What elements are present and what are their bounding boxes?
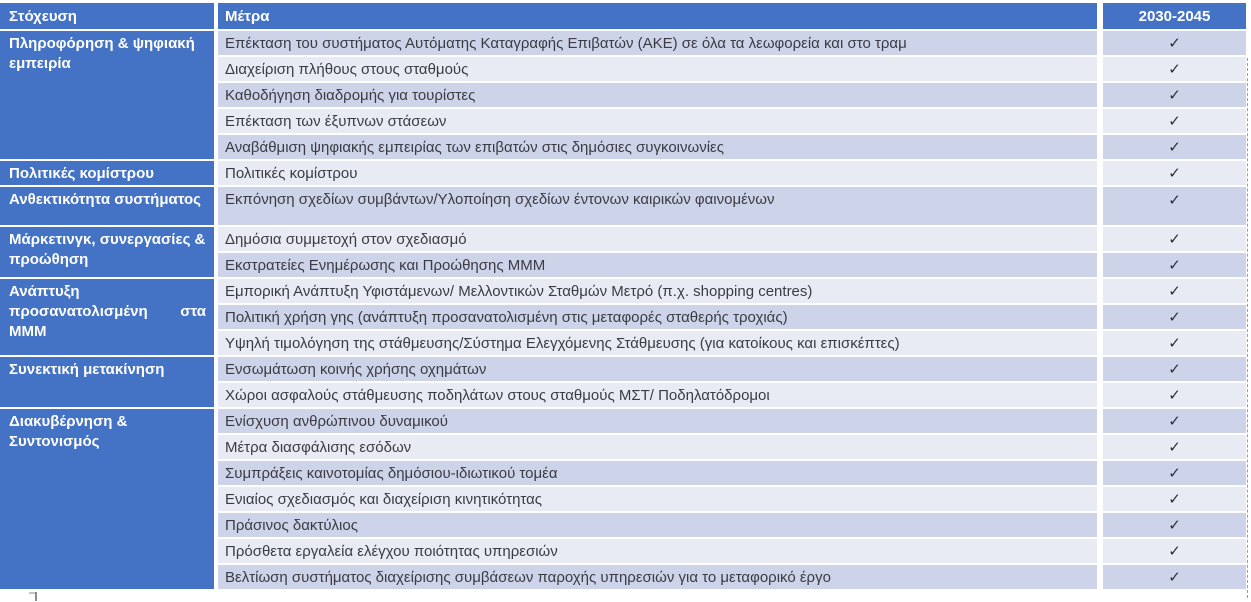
measure-cell: Συμπράξεις καινοτομίας δημόσιου-ιδιωτικού τομέα: [218, 461, 1103, 487]
measure-cell: Αναβάθμιση ψηφιακής εμπειρίας των επιβατών στις δημόσιες συγκοινωνίες: [218, 135, 1103, 161]
document-page: [0, 3, 1251, 602]
header-target: Στόχευση: [0, 3, 218, 31]
check-icon: ✓: [1168, 35, 1181, 52]
measure-cell: Πράσινος δακτύλιος: [218, 513, 1103, 539]
period-check-cell: [1103, 161, 1246, 187]
check-icon: ✓: [1168, 517, 1181, 534]
target-group-cell: Διακυβέρνηση & Συντονισμός: [0, 409, 218, 591]
period-check-cell: [1103, 279, 1246, 305]
check-icon: ✓: [1168, 257, 1181, 274]
table-row: [0, 227, 1246, 253]
table-row: [0, 409, 1246, 435]
table-row: [0, 161, 1246, 187]
check-icon: ✓: [1168, 569, 1181, 586]
measure-cell: Υψηλή τιμολόγηση της στάθμευσης/Σύστημα Ελεγχόμενης Στάθμευσης (για κατοίκους και επισκέπτες): [218, 331, 1103, 357]
target-group-cell: Πολιτικές κομίστρου: [0, 161, 218, 187]
measures-table: [0, 3, 1246, 591]
measure-cell: Επέκταση των έξυπνων στάσεων: [218, 109, 1103, 135]
measure-cell: Πολιτικές κομίστρου: [218, 161, 1103, 187]
period-check-cell: [1103, 253, 1246, 279]
check-icon: ✓: [1168, 61, 1181, 78]
check-icon: ✓: [1168, 139, 1181, 156]
measure-cell: Πολιτική χρήση γης (ανάπτυξη προσανατολισμένη στις μεταφορές σταθερής τροχιάς): [218, 305, 1103, 331]
page-margin-mark: [35, 592, 37, 601]
period-check-cell: [1103, 357, 1246, 383]
table-row: [0, 357, 1246, 383]
target-group-cell: Μάρκετινγκ, συνεργασίες & προώθηση: [0, 227, 218, 279]
measure-cell: Ενιαίος σχεδιασμός και διαχείριση κινητικότητας: [218, 487, 1103, 513]
measure-cell: Μέτρα διασφάλισης εσόδων: [218, 435, 1103, 461]
measure-cell: Βελτίωση συστήματος διαχείρισης συμβάσεων παροχής υπηρεσιών για το μεταφορικό έργο: [218, 565, 1103, 591]
period-check-cell: [1103, 409, 1246, 435]
table-row: [0, 279, 1246, 305]
period-check-cell: [1103, 487, 1246, 513]
period-check-cell: [1103, 109, 1246, 135]
check-icon: ✓: [1168, 283, 1181, 300]
check-icon: ✓: [1168, 113, 1181, 130]
check-icon: ✓: [1168, 387, 1181, 404]
check-icon: ✓: [1168, 491, 1181, 508]
header-measures: Μέτρα: [218, 3, 1103, 31]
measure-cell: Ενίσχυση ανθρώπινου δυναμικού: [218, 409, 1103, 435]
measure-cell: Εμπορική Ανάπτυξη Υφιστάμενων/ Μελλοντικών Σταθμών Μετρό (π.χ. shopping centres): [218, 279, 1103, 305]
period-check-cell: [1103, 513, 1246, 539]
period-check-cell: [1103, 383, 1246, 409]
check-icon: ✓: [1168, 361, 1181, 378]
period-check-cell: [1103, 331, 1246, 357]
check-icon: ✓: [1168, 335, 1181, 352]
table-body: [0, 31, 1246, 591]
measure-cell: Χώροι ασφαλούς στάθμευσης ποδηλάτων στους σταθμούς ΜΣΤ/ Ποδηλατόδρομοι: [218, 383, 1103, 409]
measure-cell: Πρόσθετα εργαλεία ελέγχου ποιότητας υπηρεσιών: [218, 539, 1103, 565]
period-check-cell: [1103, 539, 1246, 565]
period-check-cell: [1103, 435, 1246, 461]
check-icon: ✓: [1168, 87, 1181, 104]
check-icon: ✓: [1168, 165, 1181, 182]
period-check-cell: [1103, 31, 1246, 57]
target-group-cell: Ανθεκτικότητα συστήματος: [0, 187, 218, 227]
measure-cell: Ενσωμάτωση κοινής χρήσης οχημάτων: [218, 357, 1103, 383]
measure-cell: Εκστρατείες Ενημέρωσης και Προώθησης ΜΜΜ: [218, 253, 1103, 279]
table-row: [0, 31, 1246, 57]
target-group-cell: Συνεκτική μετακίνηση: [0, 357, 218, 409]
target-group-cell: Πληροφόρηση & ψηφιακή εμπειρία: [0, 31, 218, 161]
period-check-cell: [1103, 305, 1246, 331]
table-header-row: [0, 3, 1246, 31]
check-icon: ✓: [1168, 413, 1181, 430]
check-icon: ✓: [1168, 543, 1181, 560]
period-check-cell: [1103, 227, 1246, 253]
page-boundary-dashed-line: [1247, 58, 1248, 598]
check-icon: ✓: [1168, 309, 1181, 326]
period-check-cell: [1103, 187, 1246, 227]
header-period-2030-2045: 2030-2045: [1103, 3, 1246, 31]
check-icon: ✓: [1168, 439, 1181, 456]
period-check-cell: [1103, 57, 1246, 83]
check-icon: ✓: [1168, 192, 1181, 209]
period-check-cell: [1103, 461, 1246, 487]
measure-cell: Διαχείριση πλήθους στους σταθμούς: [218, 57, 1103, 83]
measure-cell: Επέκταση του συστήματος Αυτόματης Καταγραφής Επιβατών (ΑΚΕ) σε όλα τα λεωφορεία και στο τραμ: [218, 31, 1103, 57]
measure-cell: Εκπόνηση σχεδίων συμβάντων/Υλοποίηση σχεδίων έντονων καιρικών φαινομένων: [218, 187, 1103, 227]
check-icon: ✓: [1168, 231, 1181, 248]
target-group-cell: Ανάπτυξη προσανατολισμένη στα ΜΜΜ: [0, 279, 218, 357]
measure-cell: Δημόσια συμμετοχή στον σχεδιασμό: [218, 227, 1103, 253]
period-check-cell: [1103, 135, 1246, 161]
measure-cell: Καθοδήγηση διαδρομής για τουρίστες: [218, 83, 1103, 109]
period-check-cell: [1103, 565, 1246, 591]
check-icon: ✓: [1168, 465, 1181, 482]
period-check-cell: [1103, 83, 1246, 109]
table-row: [0, 187, 1246, 227]
